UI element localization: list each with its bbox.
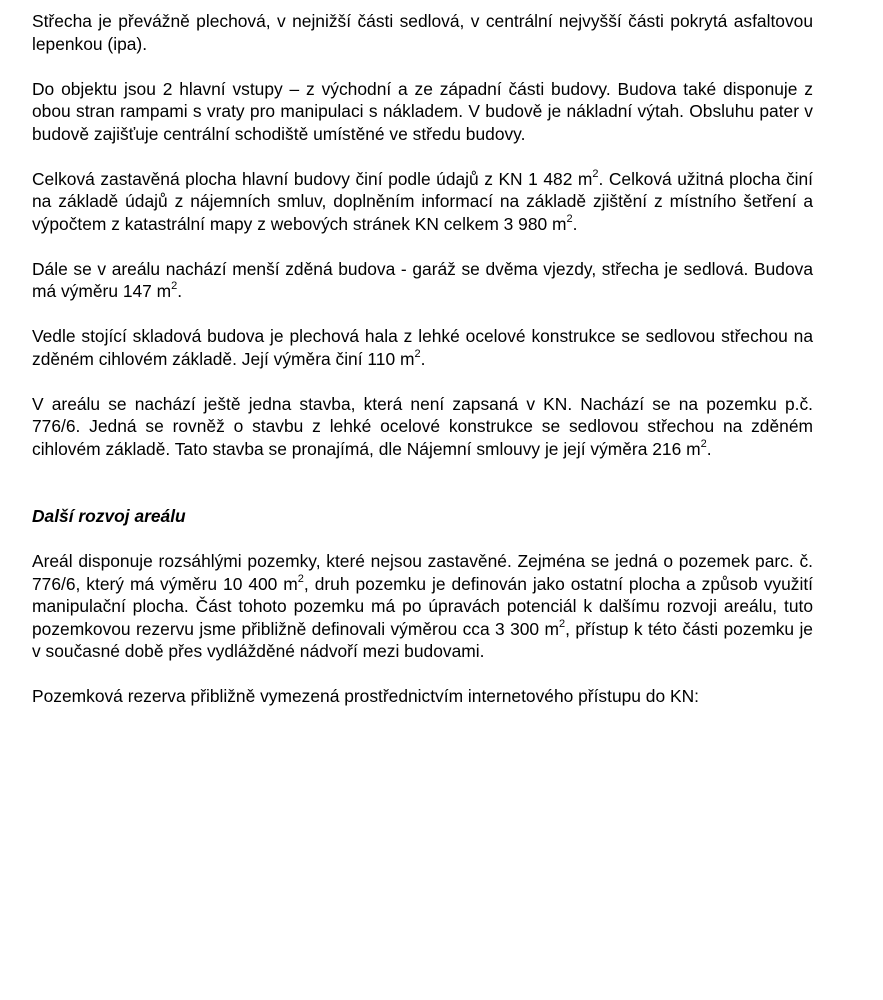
paragraph-reserve-caption-text: Pozemková rezerva přibližně vymezená prostřednictvím internetového přístupu do KN: xyxy=(32,686,699,706)
paragraph-area-text-3: . xyxy=(572,213,578,234)
paragraph-land-text-2: , druh pozemku je definován jako ostatní plocha a způsob využití manipulační plocha. Část tohoto pozemku má po úpravách potenciál k dalšímu rozvoji areálu, tuto pozemkovou rezervu jsme přibližně definovali výměrou cca 3 300 m xyxy=(32,573,813,639)
spacer xyxy=(32,235,813,258)
paragraph-area-text-2: . Celková užitná plocha činí na základě údajů z nájemních smluv, doplněním informací na základě zjištění z místního šetření a výpočtem z katastrální mapy z webových stránek KN celkem 3 980 m xyxy=(32,168,814,234)
paragraph-unregistered-text-2: . xyxy=(706,438,712,459)
paragraph-warehouse-text-1: Vedle stojící skladová budova je plechová hala z lehké ocelové konstrukce se sedlovou střechou na zděném cihlovém základě. Její výměra činí 110 m xyxy=(32,326,813,369)
spacer xyxy=(32,303,813,326)
paragraph-roof-text: Střecha je převážně plechová, v nejnižší části sedlová, v centrální nejvyšší části pokrytá asfaltovou lepenkou (ipa). xyxy=(32,11,813,54)
superscript: 2 xyxy=(566,212,573,225)
spacer xyxy=(32,55,813,78)
superscript: 2 xyxy=(297,572,304,585)
spacer xyxy=(32,528,813,551)
paragraph-entrances xyxy=(32,78,813,146)
superscript: 2 xyxy=(171,280,178,293)
spacer xyxy=(32,145,813,168)
paragraph-garage-text-2: . xyxy=(177,281,183,301)
paragraph-land-text-1: Areál disponuje rozsáhlými pozemky, které nejsou zastavěné. Zejména se jedná o pozemek parc. č. 776/6, který má výměru 10 400 m xyxy=(32,551,813,594)
paragraph-warehouse xyxy=(32,325,813,370)
superscript: 2 xyxy=(592,167,599,180)
paragraph-unregistered-text-1: V areálu se nachází ještě jedna stavba, která není zapsaná v KN. Nachází se na pozemku p.č. 776/6. Jedná se rovněž o stavbu z lehké ocelové konstrukce se sedlovou střechou na zděném cihlovém základě. Tato stavba se pronajímá, dle Nájemní smlouvy je její výměra 216 m xyxy=(32,393,813,459)
spacer xyxy=(32,460,813,505)
section-heading: Další rozvoj areálu xyxy=(32,506,186,526)
paragraph-land-reserve xyxy=(32,550,813,663)
superscript: 2 xyxy=(700,437,707,450)
paragraph-area-text-1: Celková zastavěná plocha hlavní budovy činí podle údajů z KN 1 482 m xyxy=(32,168,593,189)
paragraph-reserve-caption xyxy=(32,685,813,708)
superscript: 2 xyxy=(558,617,566,630)
spacer xyxy=(32,663,813,686)
paragraph-land-text-3: , přístup k této části pozemku je v současné době přes vydlážděné nádvoří mezi budovami. xyxy=(32,618,813,661)
superscript: 2 xyxy=(414,347,421,360)
paragraph-entrances-text: Do objektu jsou 2 hlavní vstupy – z východní a ze západní části budovy. Budova také disponuje z obou stran rampami s vraty pro manipulaci s nákladem. V budově je nákladní výtah. Obsluhu pater v budově zajišťuje centrální schodiště umístěné ve středu budovy. xyxy=(32,78,813,144)
document-page xyxy=(32,10,813,708)
paragraph-warehouse-text-2: . xyxy=(420,348,426,369)
paragraph-unregistered-building xyxy=(32,393,813,461)
spacer xyxy=(32,370,813,393)
paragraph-roof xyxy=(32,10,813,55)
paragraph-garage xyxy=(32,258,813,303)
paragraph-area-main xyxy=(32,168,813,236)
paragraph-garage-text-1: Dále se v areálu nachází menší zděná budova - garáž se dvěma vjezdy, střecha je sedlová. Budova má výměru 147 m xyxy=(32,258,813,301)
